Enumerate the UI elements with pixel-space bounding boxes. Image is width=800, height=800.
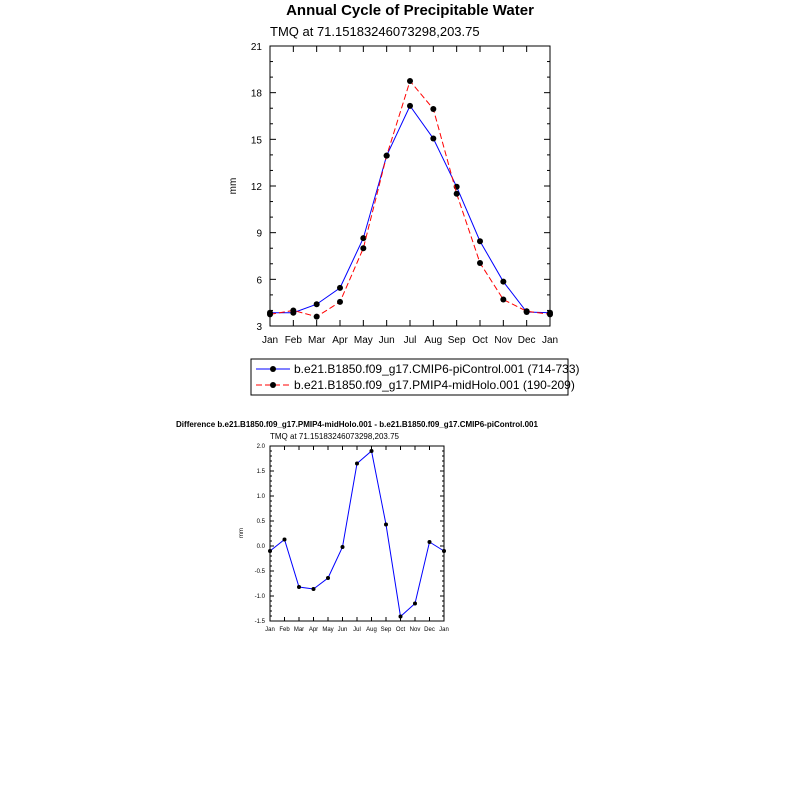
series-0-point bbox=[399, 615, 403, 619]
series-1-point bbox=[314, 314, 320, 320]
legend-marker-midHolo bbox=[270, 382, 276, 388]
y-tick-label: 21 bbox=[250, 42, 262, 53]
x-tick-label: May bbox=[353, 335, 373, 346]
series-0-point bbox=[428, 540, 432, 544]
x-tick-label: Jul bbox=[403, 335, 417, 346]
series-0-point bbox=[297, 585, 301, 589]
x-tick-label: Jul bbox=[353, 627, 361, 633]
y-tick-label: -1.5 bbox=[254, 619, 265, 625]
main-plot-area bbox=[251, 42, 558, 346]
x-tick-label: Dec bbox=[517, 335, 536, 346]
x-tick-label: Jan bbox=[541, 335, 559, 346]
series-0-point bbox=[442, 549, 446, 553]
x-tick-label: Jan bbox=[261, 335, 279, 346]
y-tick-label: 18 bbox=[250, 88, 262, 100]
y-tick-label: 1.5 bbox=[256, 469, 265, 475]
y-tick-label: -1.0 bbox=[254, 594, 265, 600]
main-chart-subtitle: TMQ at 71.15183246073298,203.75 bbox=[270, 24, 480, 39]
x-tick-label: Oct bbox=[472, 335, 488, 346]
series-line-1 bbox=[270, 81, 550, 317]
y-tick-label: 12 bbox=[250, 182, 262, 193]
x-tick-label: Aug bbox=[366, 627, 377, 633]
series-1-point bbox=[337, 299, 343, 305]
series-line-0 bbox=[270, 451, 444, 617]
main-legend bbox=[251, 359, 580, 395]
x-tick-label: May bbox=[322, 627, 334, 633]
series-0-point bbox=[413, 602, 417, 606]
main-plot-frame bbox=[270, 46, 550, 326]
diff-x-axis bbox=[265, 446, 449, 633]
x-tick-label: Jun bbox=[337, 627, 348, 633]
y-tick-label: 9 bbox=[256, 228, 262, 240]
x-tick-label: Jun bbox=[378, 335, 395, 346]
x-tick-label: Sep bbox=[447, 335, 466, 346]
x-tick-label: Jan bbox=[439, 627, 449, 633]
y-tick-label: 1.0 bbox=[256, 494, 265, 500]
series-1-point bbox=[267, 311, 273, 317]
series-1-point bbox=[384, 153, 390, 159]
main-x-axis bbox=[262, 46, 558, 346]
main-series-group bbox=[267, 78, 553, 320]
series-0-point bbox=[337, 285, 343, 291]
series-0-point bbox=[326, 576, 330, 580]
legend-marker-piControl bbox=[270, 366, 276, 372]
series-1-point bbox=[360, 245, 366, 251]
diff-chart-subtitle: TMQ at 71.15183246073298,203.75 bbox=[270, 432, 399, 441]
main-chart-title: Annual Cycle of Precipitable Water bbox=[286, 2, 534, 19]
x-tick-label: Jan bbox=[265, 627, 275, 633]
series-1-point bbox=[290, 307, 296, 313]
series-0-point bbox=[384, 523, 388, 527]
y-tick-label: -0.5 bbox=[254, 569, 265, 575]
x-tick-label: Dec bbox=[424, 627, 435, 633]
diff-plot-area bbox=[255, 444, 449, 633]
series-0-point bbox=[268, 549, 272, 553]
series-0-point bbox=[341, 545, 345, 549]
series-1-point bbox=[407, 78, 413, 84]
series-1-point bbox=[500, 297, 506, 303]
y-tick-label: 6 bbox=[256, 275, 262, 287]
series-0-point bbox=[314, 301, 320, 307]
x-tick-label: Feb bbox=[279, 627, 290, 633]
series-1-point bbox=[454, 191, 460, 197]
x-tick-label: Feb bbox=[284, 335, 302, 346]
diff-chart-title: Difference b.e21.B1850.f09_g17.PMIP4-midHolo.001 - b.e21.B1850.f09_g17.CMIP6-piControl.001 bbox=[176, 420, 538, 429]
series-1-point bbox=[547, 311, 553, 317]
series-0-point bbox=[355, 462, 359, 466]
main-y-axis bbox=[251, 42, 550, 333]
series-1-point bbox=[524, 308, 530, 314]
diff-y-axis-label: mm bbox=[239, 528, 245, 538]
x-tick-label: Sep bbox=[380, 627, 392, 633]
x-tick-label: Mar bbox=[308, 335, 326, 346]
x-tick-label: Oct bbox=[395, 627, 406, 633]
legend-entry-piControl: b.e21.B1850.f09_g17.CMIP6-piControl.001 (714-733) bbox=[294, 362, 580, 376]
y-tick-label: 15 bbox=[250, 135, 262, 147]
x-tick-label: Nov bbox=[494, 335, 513, 346]
y-tick-label: 3 bbox=[256, 322, 262, 333]
series-0-point bbox=[430, 136, 436, 142]
series-0-point bbox=[370, 449, 374, 453]
diff-plot-frame bbox=[270, 446, 444, 621]
series-0-point bbox=[500, 279, 506, 285]
main-y-axis-label: mm bbox=[228, 177, 239, 195]
series-0-point bbox=[477, 238, 483, 244]
series-1-point bbox=[477, 260, 483, 266]
y-tick-label: 0.5 bbox=[256, 519, 265, 525]
series-0-point bbox=[407, 103, 413, 109]
legend-entry-midHolo: b.e21.B1850.f09_g17.PMIP4-midHolo.001 (190-209) bbox=[294, 378, 575, 392]
y-tick-label: 0.0 bbox=[256, 544, 265, 550]
series-0-point bbox=[283, 538, 287, 542]
x-tick-label: Aug bbox=[424, 335, 443, 346]
x-tick-label: Mar bbox=[293, 627, 305, 633]
series-0-point bbox=[312, 587, 316, 591]
x-tick-label: Apr bbox=[332, 335, 348, 346]
diff-series-group bbox=[268, 449, 446, 619]
series-1-point bbox=[430, 106, 436, 112]
series-line-0 bbox=[270, 106, 550, 313]
diff-y-axis bbox=[255, 444, 444, 625]
y-tick-label: 2.0 bbox=[256, 444, 265, 450]
x-tick-label: Apr bbox=[308, 627, 319, 633]
x-tick-label: Nov bbox=[409, 627, 421, 633]
